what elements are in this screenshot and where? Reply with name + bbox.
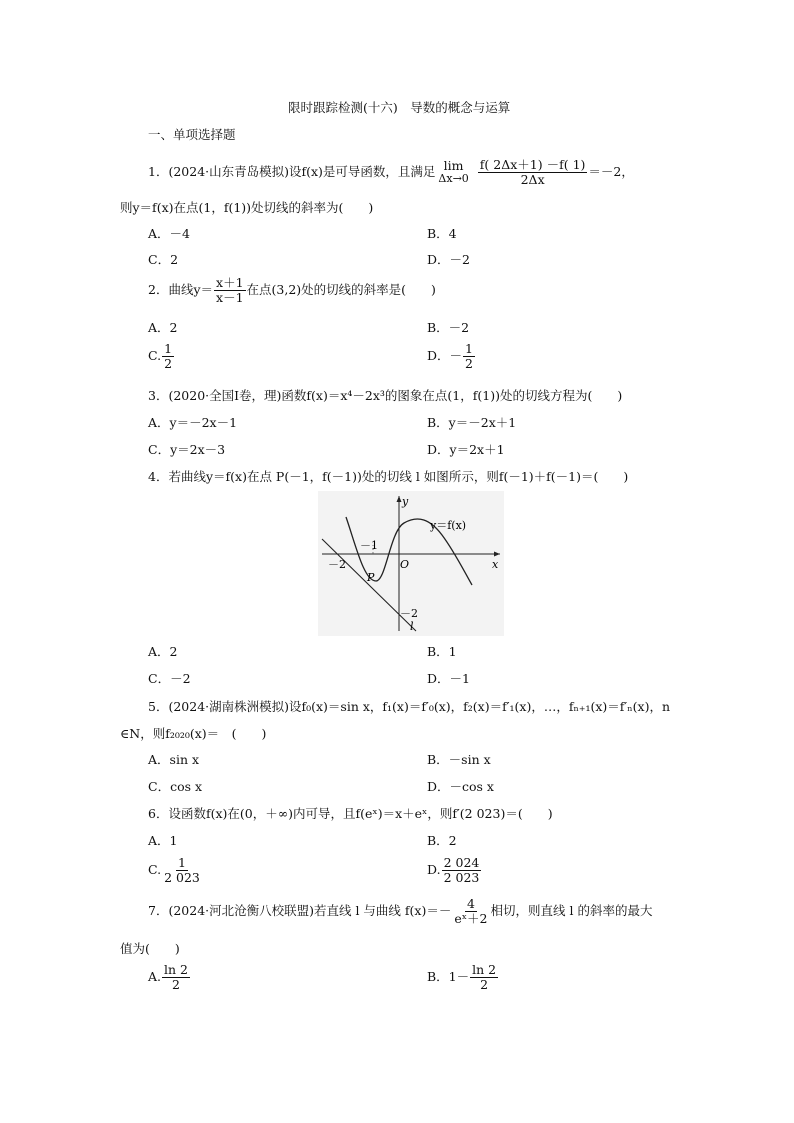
curve-label: y＝f(x) (430, 519, 467, 532)
q1-stem-line2: 则y＝f(x)在点(1，f(1))处切线的斜率为( ) (120, 200, 374, 215)
q1-stem (148, 158, 634, 187)
q6-stem: 6．设函数f(x)在(0，＋∞)内可导，且f(eˣ)＝x＋eˣ，则f′(2 023)＝( ) (148, 806, 553, 821)
q6-option-c-frac (162, 856, 202, 885)
q7-option-b-frac (470, 963, 498, 992)
q2-d-num: 1 (465, 341, 473, 356)
page-title: 限时跟踪检测(十六) 导数的概念与运算 (288, 100, 511, 115)
q6-c-den: 2 023 (164, 869, 200, 885)
q2-stem (148, 276, 436, 305)
x-axis-label: x (492, 558, 499, 571)
q2-option-c-frac (162, 342, 174, 371)
q2-option-c-label: C. (148, 348, 162, 364)
q5-option-d: D．－cos x (427, 779, 494, 794)
q2-fraction (214, 276, 246, 305)
q7-a-num: ln 2 (164, 962, 188, 977)
q5-option-c: C．cos x (148, 779, 203, 794)
q2-option-a: A．2 (148, 320, 178, 335)
q7-b-num: ln 2 (472, 962, 497, 977)
q2-d-den: 2 (465, 355, 473, 371)
q1-option-b: B．4 (427, 226, 457, 241)
q7-fraction (452, 897, 489, 926)
q1-stem-tail: ＝－2， (588, 164, 634, 180)
q6-option-d-frac (442, 856, 482, 885)
q1-stem-text: 1．(2024·山东青岛模拟)设f(x)是可导函数，且满足 (148, 164, 436, 180)
q2-option-b: B．－2 (427, 320, 470, 335)
q1-lim-word: lim (443, 158, 464, 174)
q7-b-den: 2 (480, 976, 489, 992)
tick-label-minus2: －2 (328, 558, 346, 571)
q1-option-a: A．－4 (148, 226, 190, 241)
q6-c-num: 1 (178, 855, 186, 870)
q5-option-a: A．sin x (148, 752, 200, 767)
q2-frac-num: x＋1 (216, 275, 244, 290)
q4-option-a: A．2 (148, 644, 178, 659)
q6-option-b: B．2 (427, 833, 457, 848)
q6-option-a: A．1 (148, 833, 178, 848)
q7-stem-tail: 相切，则直线 l 的斜率的最大 (490, 903, 653, 919)
q5-option-b: B．－sin x (427, 752, 491, 767)
q1-option-d: D．－2 (427, 252, 470, 267)
y-intercept-label: －2 (400, 607, 418, 620)
q2-option-d-label: D．－ (427, 348, 463, 364)
q2-c-den: 2 (164, 355, 173, 371)
q4-stem: 4．若曲线y＝f(x)在点 P(－1，f(－1))处的切线 l 如图所示，则f(－1)＋f(－1)＝( ) (148, 469, 629, 484)
q7-option-a-label: A. (148, 969, 162, 985)
q7-option-a (148, 963, 191, 992)
q6-d-num: 2 024 (443, 855, 480, 870)
q3-stem: 3．(2020·全国Ⅰ卷，理)函数f(x)＝x⁴－2x³的图象在点(1，f(1))处的切线方程为( ) (148, 388, 623, 403)
q4-option-b: B．1 (427, 644, 457, 659)
q7-frac-den: eˣ＋2 (454, 910, 488, 926)
q7-stem-line2: 值为( ) (120, 941, 180, 956)
q2-option-d-frac (463, 342, 475, 371)
q2-frac-den: x－1 (216, 289, 244, 305)
q7-a-den: 2 (172, 976, 180, 992)
line-l-label: l (410, 620, 414, 633)
q2-option-d (427, 342, 476, 371)
q7-option-b (427, 963, 499, 992)
section-heading: 一、单项选择题 (148, 127, 236, 142)
q1-option-c: C．2 (148, 252, 179, 267)
q7-frac-num: 4 (466, 896, 475, 911)
q1-fraction (478, 158, 588, 187)
q1-limit (438, 159, 468, 185)
q2-stem-text: 2．曲线y＝ (148, 282, 214, 298)
y-axis-label: y (402, 495, 409, 508)
q1-lim-sub: Δx→0 (438, 172, 469, 186)
q3-option-a: A．y＝－2x－1 (148, 415, 238, 430)
q3-option-c: C．y＝2x－3 (148, 442, 226, 457)
tick-label-minus1: －1 (360, 539, 378, 552)
q5-stem-line2: ∈N，则f₂₀₂₀(x)＝ ( ) (120, 726, 267, 741)
q2-option-c (148, 342, 175, 371)
q3-option-b: B．y＝－2x＋1 (427, 415, 517, 430)
q4-option-c: C．－2 (148, 671, 191, 686)
q6-option-c (148, 856, 203, 885)
q7-option-a-frac (162, 963, 190, 992)
q7-option-b-label: B．1－ (427, 969, 470, 985)
q4-figure (318, 491, 504, 636)
q3-option-d: D．y＝2x＋1 (427, 442, 505, 457)
q6-option-d-label: D. (427, 862, 441, 878)
q6-d-den: 2 023 (443, 869, 480, 885)
q4-option-d: D．－1 (427, 671, 470, 686)
q7-stem (148, 897, 652, 926)
point-p-label: P (367, 571, 375, 584)
q7-stem-text: 7．(2024·河北沧衡八校联盟)若直线 l 与曲线 f(x)＝－ (148, 903, 452, 919)
q6-option-c-label: C. (148, 862, 162, 878)
origin-label: O (400, 558, 410, 571)
q6-option-d (427, 856, 482, 885)
q1-frac-den: 2Δx (520, 171, 545, 187)
q2-stem-tail: 在点(3,2)处的切线的斜率是( ) (246, 282, 436, 298)
q5-stem: 5．(2024·湖南株洲模拟)设f₀(x)＝sin x，f₁(x)＝f′₀(x)，f₂(x)＝f′₁(x)，…，fₙ₊₁(x)＝f′ₙ(x)，n (148, 699, 671, 714)
q1-frac-num: f( 2Δx＋1) －f( 1) (479, 157, 586, 172)
q2-c-num: 1 (164, 341, 173, 356)
